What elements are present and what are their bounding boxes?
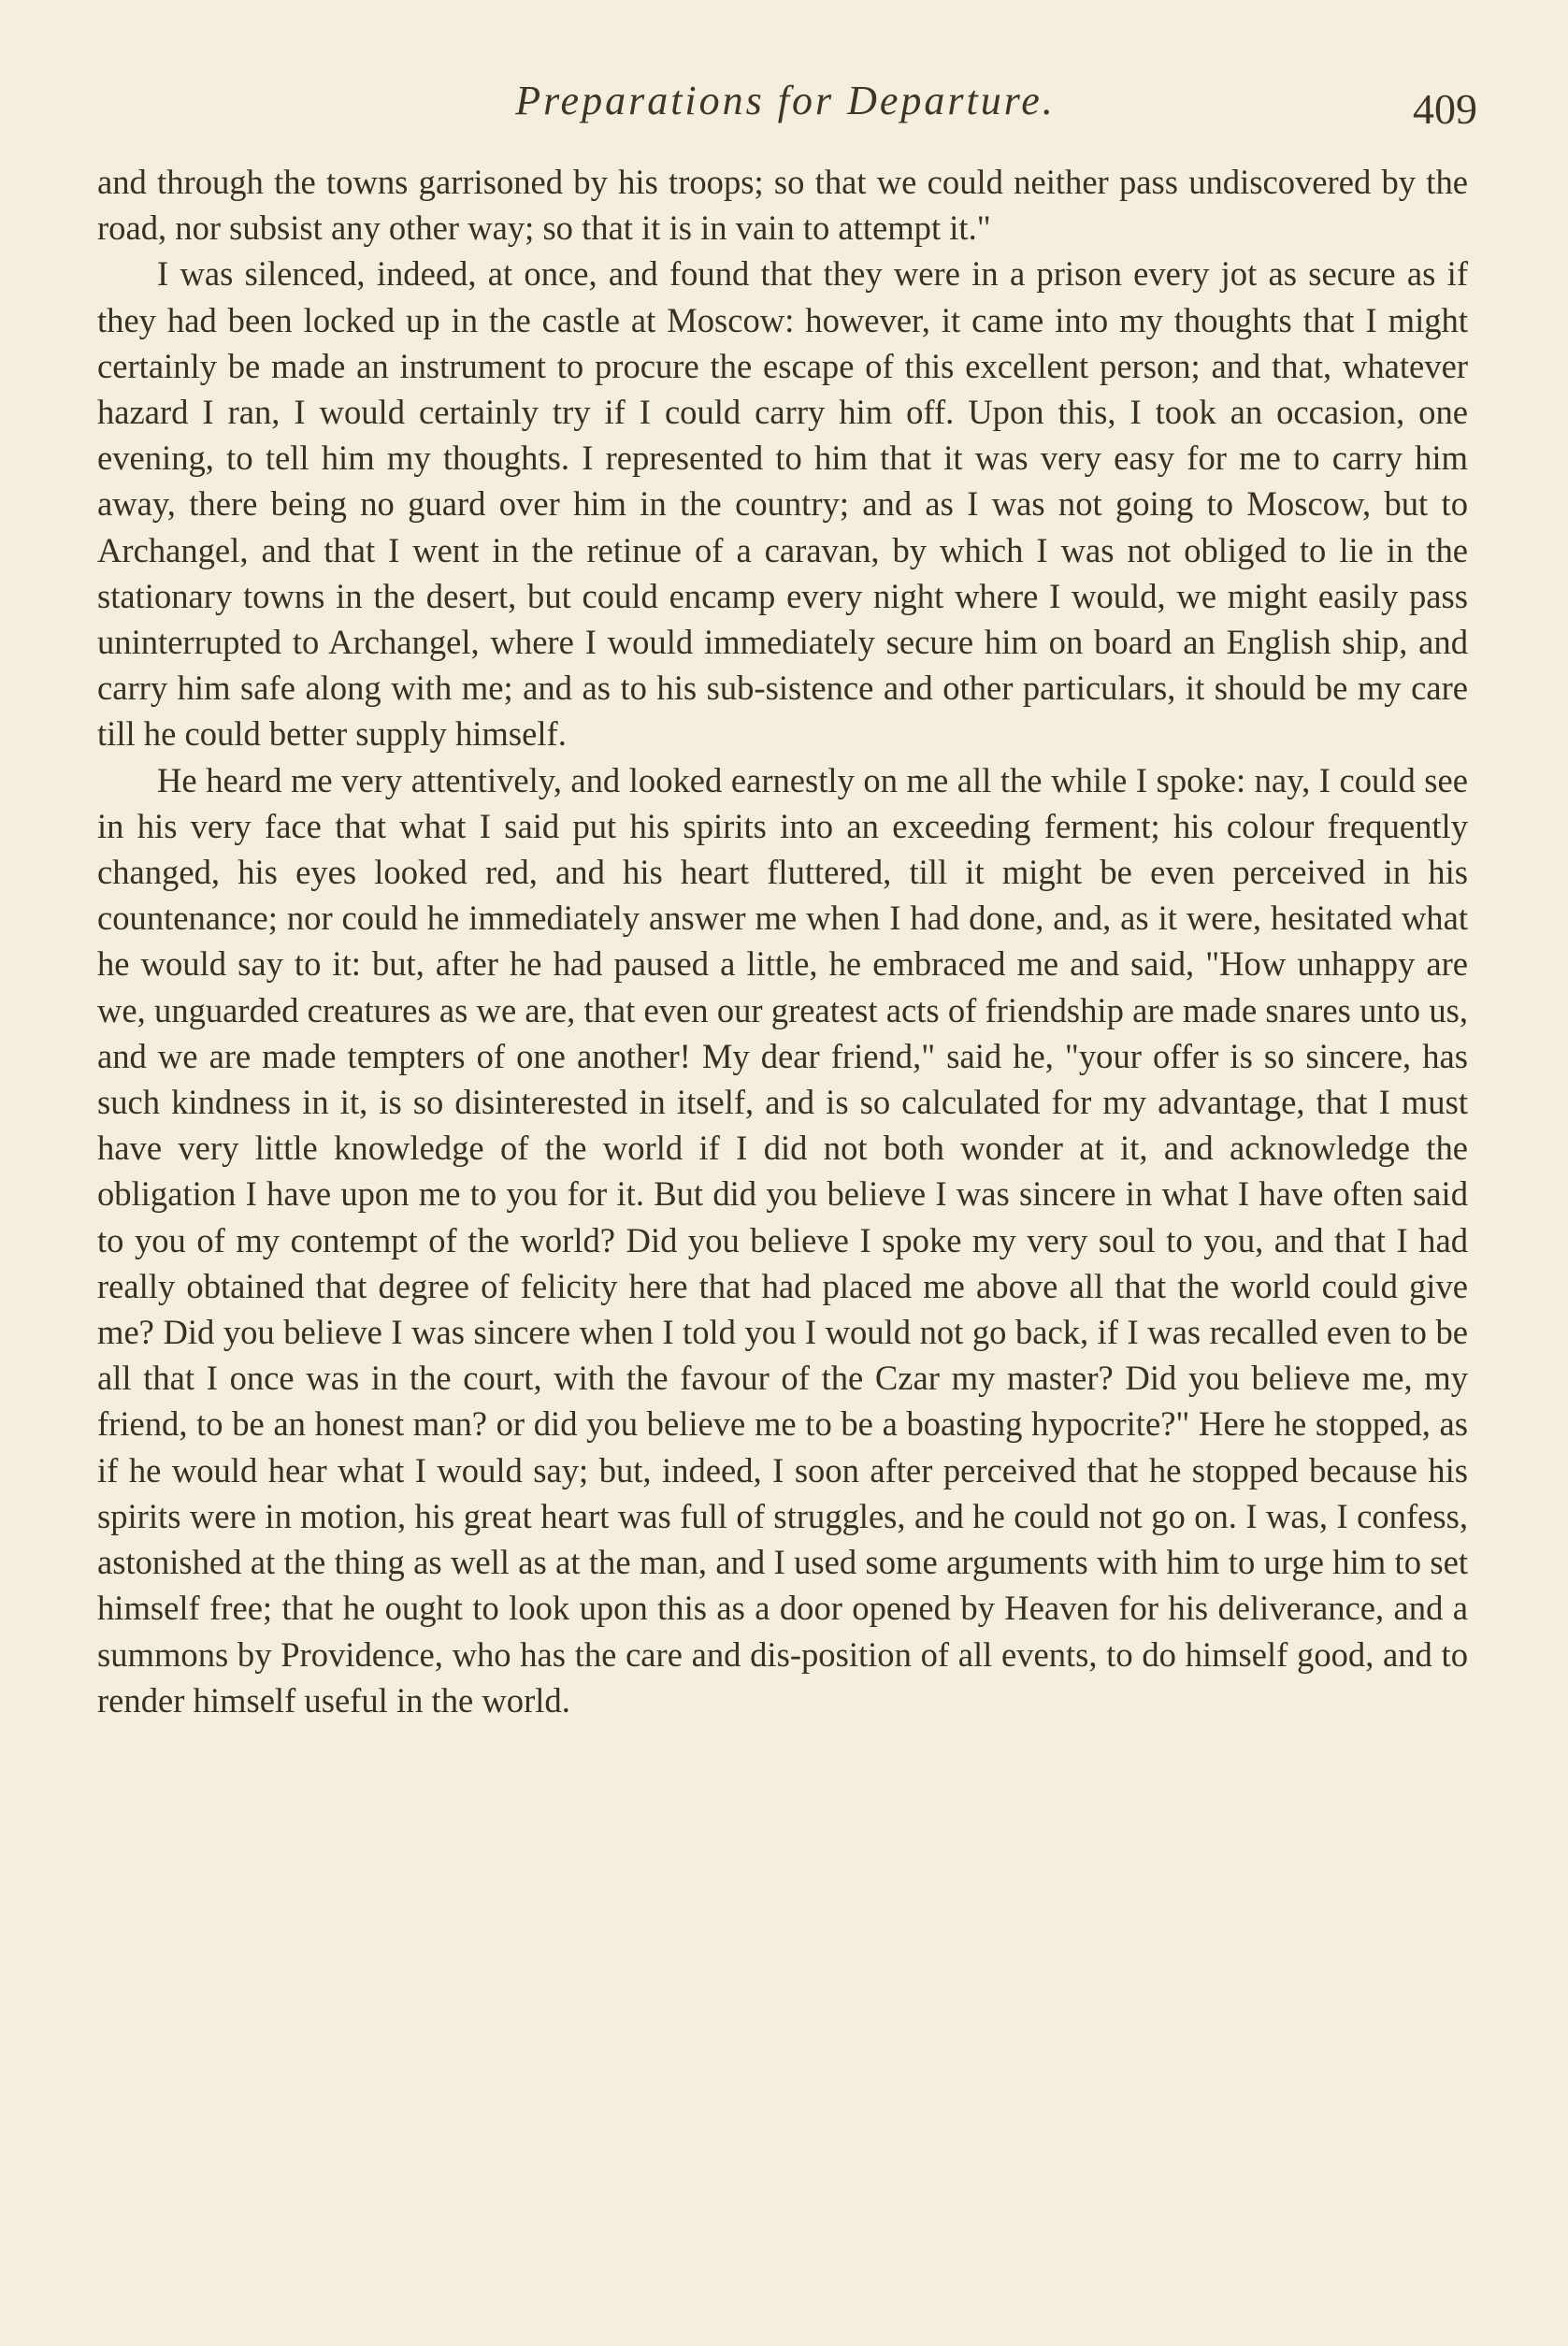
running-title: Preparations for Departure. <box>515 78 1056 123</box>
body-text <box>97 159 1468 1723</box>
paragraph: I was silenced, indeed, at once, and found that they were in a prison every jot as secure as if they had been locked up in the castle at Moscow: however, it came into my thoughts that I might certainly be made an instrument to procure the escape of this excellent person; and that, whatever hazard I ran, I would certainly try if I could carry him off. Upon this, I took an occasion, one evening, to tell him my thoughts. I represented to him that it was very easy for me to carry him away, there being no guard over him in the country; and as I was not going to Moscow, but to Archangel, and that I went in the retinue of a caravan, by which I was not obliged to lie in the stationary towns in the desert, but could encamp every night where I would, we might easily pass uninterrupted to Archangel, where I would immediately secure him on board an English ship, and carry him safe along with me; and as to his sub-sistence and other particulars, it should be my care till he could better supply himself. <box>97 254 1468 754</box>
page-number: 409 <box>1413 85 1477 133</box>
running-head <box>94 73 1477 138</box>
paragraph: and through the towns garrisoned by his troops; so that we could neither pass undiscovered by the road, nor subsist any other way; so that it is in vain to attempt it." <box>97 163 1468 248</box>
paragraph: He heard me very attentively, and looked earnestly on me all the while I spoke: nay, I could see in his very face that what I said put his spirits into an exceeding ferment; his colour frequently changed, his eyes looked red, and his heart fluttered, till it might be even perceived in his countenance; nor could he immediately answer me when I had done, and, as it were, hesitated what he would say to it: but, after he had paused a little, he embraced me and said, "How unhappy are we, unguarded creatures as we are, that even our greatest acts of friendship are made snares unto us, and we are made tempters of one another! My dear friend," said he, "your offer is so sincere, has such kindness in it, is so disinterested in itself, and is so calculated for my advantage, that I must have very little knowledge of the world if I did not both wonder at it, and acknowledge the obligation I have upon me to you for it. But did you believe I was sincere in what I have often said to you of my contempt of the world? Did you believe I spoke my very soul to you, and that I had really obtained that degree of felicity here that had placed me above all that the world could give me? Did you believe I was sincere when I told you I would not go back, if I was recalled even to be all that I once was in the court, with the favour of the Czar my master? Did you believe me, my friend, to be an honest man? or did you believe me to be a boasting hypocrite?" Here he stopped, as if he would hear what I would say; but, indeed, I soon after perceived that he stopped because his spirits were in motion, his great heart was full of struggles, and he could not go on. I was, I confess, astonished at the thing as well as at the man, and I used some arguments with him to urge him to set himself free; that he ought to look upon this as a door opened by Heaven for his deliverance, and a summons by Providence, who has the care and dis-position of all events, to do himself good, and to render himself useful in the world. <box>97 760 1468 1720</box>
